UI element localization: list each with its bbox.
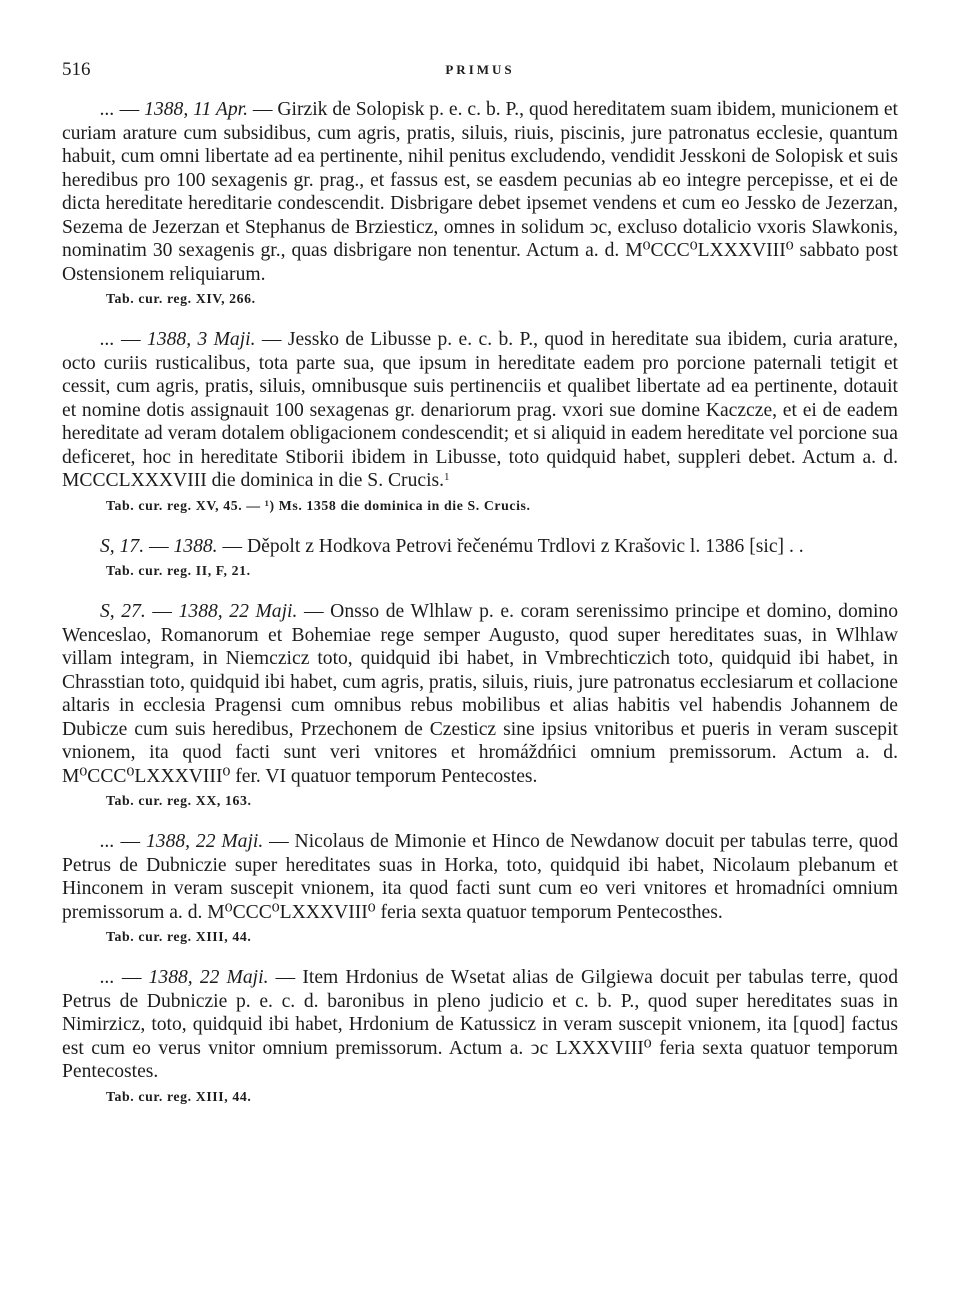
entry-signature: ... — [100, 831, 115, 852]
entry-signature: ... — [100, 99, 115, 120]
entry-text: ... — 1388, 22 Maji. — Nicolaus de Mimonie et Hinco de Newdanow docuit per tabulas terre, quod Petrus de Dubniczie super hereditates suas in Horka, toto, quidquid ibi habet, Nicolaum plebanum et Hinconem in veram suscepit vnionem, ita quod facti sunt cum eo veri vnitores et hromadníci omnium premissorum a. d. M⁰CCC⁰LXXXVIII⁰ feria sexta quatuor temporum Pentecosthes. — [62, 831, 899, 923]
entry-text: ... — 1388, 11 Apr. — Girzik de Solopisk p. e. c. b. P., quod hereditatem suam ibidem, municionem et curiam arature cum subsidibus, cum agris, pratis, siluis, riuis, piscinis, jure patronatus ecclesie, quantum habuit, cum omni libertate ad ea pertinente, nihil penitus excludendo, vendidit Jesskoni de Solopisk et suis heredibus pro 100 sexagenis gr. prag., et fassus est, se easdem pecunias ab eo integre percepisse, et ei de dicta hereditate hereditarie condescendit. Disbrigare debet ipsemet vendens et cum eo Jessko de Jezerzan, Sezema de Jezerzan et Stephanus de Brziesticz, omnes in solidum ↄc, excluso dotalicio vxoris Slawkonis, nominatim 30 sexagenis gr., quas disbrigare non tenentur. Actum a. d. M⁰CCC⁰LXXXVIII⁰ sabbato post Ostensionem reliquiarum. — [62, 99, 899, 285]
entry-body: Děpolt z Hodkova Petrovi řečenému Trdlovi z Krašovic l. 1386 [sic] . . — [246, 535, 804, 557]
source-reference: Tab. cur. reg. XIV, 266. — [106, 291, 256, 306]
entry-text: ... — 1388, 22 Maji. — Item Hrdonius de Wsetat alias de Gilgiewa docuit per tabulas terre, quod Petrus de Dubniczie p. e. c. d. baronibus in pleno judicio et c. b. P., quod super hereditates suas in Nimirzicz, toto, quidquid ibi habet, Hrdonium de Katussicz in veram suscepit vnionem, ita [quod] factus est cum eo verus vnitor omnium premissorum. Actum a. ↄc LXXXVIII⁰ feria sexta quatuor temporum Pentecostes. — [62, 967, 899, 1082]
entry-body: Jessko de Libusse p. e. c. b. P., quod in hereditate sua ibidem, curia arature, octo curiis rusticalibus, tota parte sua, que ipsum in hereditate eadem pro porcione paternali tetigit et cessit, cum agris, pratis, siluis, omnibusque suis pertinenciis et qualibet libertate ad ea pertinente, dotauit et nomine dotis assignauit 100 sexagenas gr. denariorum prag. vxori sue domine Kaczcze, et ei de eadem hereditate ad veram dotalem obligacionem condescendit; et si aliquid in eadem hereditate vel porcione sua deficeret, hoc in hereditate Stiborii ibidem in Libusse, toto quidquid habet, suppleri debet. Actum a. d. MCCCLXXXVIII die dominica in die S. Crucis. — [62, 329, 899, 491]
source-reference: Tab. cur. reg. XX, 163. — [106, 793, 252, 808]
entry-body: Nicolaus de Mimonie et Hinco de Newdanow docuit per tabulas terre, quod Petrus de Dubniczie super hereditates suas in Horka, toto, quidquid ibi habet, Nicolaum plebanum et Hinconem in veram suscepit vnionem, ita quod facti sunt cum eo veri vnitores et hromadníci omnium premissorum a. d. M⁰CCC⁰LXXXVIII⁰ feria sexta quatuor temporum Pentecosthes. — [62, 831, 899, 923]
entry-4 — [62, 600, 898, 810]
entry-signature: S, 27. — [100, 601, 146, 622]
entry-6 — [62, 966, 898, 1106]
entry-text: S, 27. — 1388, 22 Maji. — Onsso de Wlhlaw p. e. coram serenissimo principe et domino, domino Wenceslao, Romanorum et Bohemiae rege semper Augusto, quod super hereditates suas, in Wlhlaw villam integram, in Niemczicz toto, quidquid ibi habet, in Vmbrechticzich toto, quidquid ibi habet, in Chrasstian toto, quidquid ibi habet, cum agris, pratis, siluis, riuis, jure patronatus ecclesiarum et collacione altaris in ecclesia Pragensi cum omnibus rebus mobilibus et alias habitis vel habendis Johannem de Dubicze cum suis heredibus, Przechonem de Czesticz sine ipsius vnitoribus et pueris in veram suscepit vnionem, ita quod facti sunt veri vnitores et hromáždńici omnium premissorum. Actum a. d. M⁰CCC⁰LXXXVIII⁰ fer. VI quatuor temporum Pentecostes. — [62, 601, 899, 787]
entry-date: 1388, 3 Maji. — [147, 329, 256, 350]
entry-body: Item Hrdonius de Wsetat alias de Gilgiewa docuit per tabulas terre, quod Petrus de Dubniczie p. e. c. d. baronibus in pleno judicio et c. b. P., quod super hereditates suas in Nimirzicz, toto, quidquid ibi habet, Hrdonium de Katussicz in veram suscepit vnionem, ita [quod] factus est cum eo verus vnitor omnium premissorum. Actum a. ↄc LXXXVIII⁰ feria sexta quatuor temporum Pentecostes. — [62, 967, 899, 1082]
entry-5 — [62, 830, 898, 946]
entry-date: 1388, 22 Maji. — [178, 601, 298, 622]
footnote-text: ¹) Ms. 1358 die dominica in die S. Crucis. — [264, 497, 531, 513]
source-reference: Tab. cur. reg. XIII, 44. — [106, 1088, 252, 1104]
entry-text: S, 17. — 1388. — Děpolt z Hodkova Petrovi řečenému Trdlovi z Krašovic l. 1386 [sic] . . — [100, 535, 804, 557]
entry-date: 1388, 22 Maji. — [148, 967, 269, 988]
document-page — [62, 52, 898, 1106]
entry-1 — [62, 98, 898, 308]
source-reference: Tab. cur. reg. XIII, 44. — [106, 929, 252, 944]
page-header — [62, 52, 898, 84]
entry-date: 1388. — [173, 535, 218, 557]
entry-3 — [62, 535, 898, 581]
entry-signature: ... — [100, 329, 115, 350]
entry-body: Girzik de Solopisk p. e. c. b. P., quod hereditatem suam ibidem, municionem et curiam arature cum subsidibus, cum agris, pratis, siluis, riuis, piscinis, jure patronatus ecclesie, quantum habuit, cum omni libertate ad ea pertinente, nihil penitus excludendo, vendidit Jesskoni de Solopisk et suis heredibus pro 100 sexagenis gr. prag., et fassus est, se easdem pecunias ab eo integre percepisse, et ei de dicta hereditate hereditarie condescendit. Disbrigare debet ipsemet vendens et cum eo Jessko de Jezerzan, Sezema de Jezerzan et Stephanus de Brziesticz, omnes in solidum ↄc, excluso dotalicio vxoris Slawkonis, nominatim 30 sexagenis gr., quas disbrigare non tenentur. Actum a. d. M⁰CCC⁰LXXXVIII⁰ sabbato post Ostensionem reliquiarum. — [62, 99, 899, 285]
footnote-mark: 1 — [444, 470, 450, 483]
page-number: 516 — [62, 59, 91, 80]
source-reference: Tab. cur. reg. II, F, 21. — [106, 563, 251, 578]
running-title: PRIMUS — [445, 62, 515, 77]
entry-signature: ... — [100, 967, 115, 988]
entry-2 — [62, 328, 898, 515]
source-reference — [106, 497, 898, 515]
entry-body: Onsso de Wlhlaw p. e. coram serenissimo principe et domino, domino Wenceslao, Romanorum et Bohemiae rege semper Augusto, quod super hereditates suas, in Wlhlaw villam integram, in Niemczicz toto, quidquid ibi habet, in Vmbrechticzich toto, quidquid ibi habet, in Chrasstian toto, quidquid ibi habet, cum agris, pratis, siluis, riuis, jure patronatus ecclesiarum et collacione altaris in ecclesia Pragensi cum omnibus rebus mobilibus et alias habitis vel habendis Johannem de Dubicze cum suis heredibus, Przechonem de Czesticz sine ipsius vnitoribus et pueris in veram suscepit vnionem, ita quod facti sunt veri vnitores et hromáždńici omnium premissorum. Actum a. d. M⁰CCC⁰LXXXVIII⁰ fer. VI quatuor temporum Pentecostes. — [62, 601, 899, 787]
entry-date: 1388, 22 Maji. — [145, 831, 264, 852]
source-text: Tab. cur. reg. XV, 45. — — [106, 497, 261, 513]
entry-date: 1388, 11 Apr. — [144, 99, 248, 120]
entry-signature: S, 17. — [100, 535, 145, 557]
entry-text: ... — 1388, 3 Maji. — Jessko de Libusse p. e. c. b. P., quod in hereditate sua ibidem, curia arature, octo curiis rusticalibus, tota parte sua, que ipsum in hereditate eadem pro porcione paternali tetigit et cessit, cum agris, pratis, siluis, omnibusque suis pertinenciis et qualibet libertate ad ea pertinente, dotauit et nomine dotis assignauit 100 sexagenas gr. denariorum prag. vxori sue domine Kaczcze, et ei de eadem hereditate ad veram dotalem obligacionem condescendit; et si aliquid in eadem hereditate vel porcione sua deficeret, hoc in hereditate Stiborii ibidem in Libusse, toto quidquid habet, suppleri debet. Actum a. d. MCCCLXXXVIII die dominica in die S. Crucis.$^1$ — [62, 329, 899, 491]
